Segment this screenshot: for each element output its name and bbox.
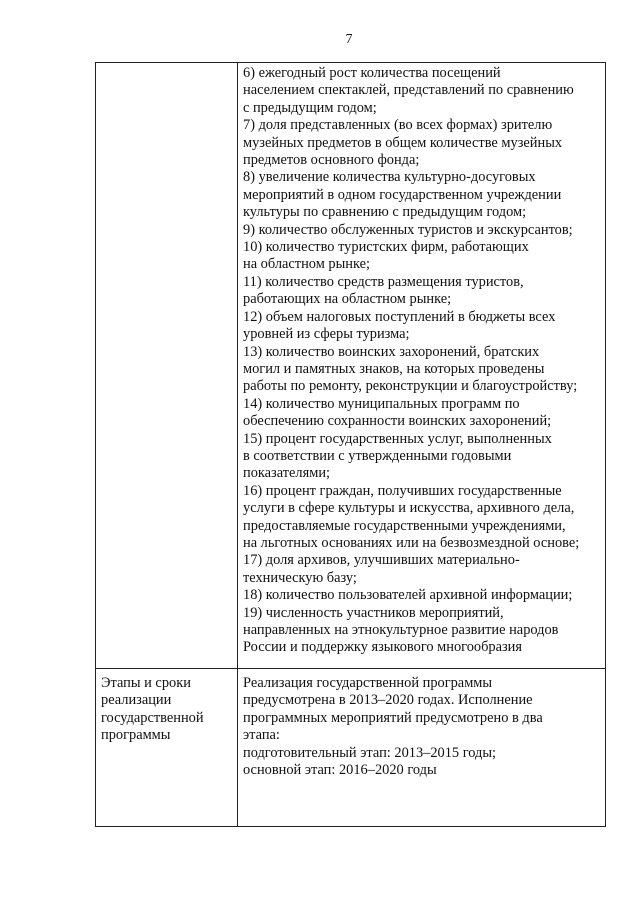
text-line: направленных на этнокультурное развитие народов — [243, 622, 559, 638]
text-line: государственной — [101, 709, 204, 726]
row-content-cell — [238, 669, 606, 827]
text-line: культуры по сравнению с предыдущим годом; — [243, 204, 527, 221]
page-number: 7 — [345, 32, 353, 47]
text-line: подготовительный этап: 2013–2015 годы; — [243, 744, 497, 761]
text-line: показателями; — [243, 465, 331, 482]
text-line: на областном рынке; — [243, 256, 370, 273]
text-line: 19) численность участников мероприятий, — [243, 604, 504, 621]
text-line: реализации — [101, 692, 172, 709]
table-row — [96, 669, 606, 827]
text-line: 6) ежегодный рост количества посещений — [243, 65, 501, 81]
text-line: на льготных основаниях или на безвозмездной основе; — [243, 534, 580, 551]
text-line: в соответствии с утвержденными годовыми — [243, 447, 512, 464]
text-line: населением спектаклей, представлений по сравнению — [243, 82, 574, 99]
text-line: 18) количество пользователей архивной информации; — [243, 587, 573, 604]
text-line: музейных предметов в общем количестве музейных — [243, 134, 563, 151]
text-line: этапа: — [243, 727, 280, 744]
text-line: обеспечению сохранности воинских захоронений; — [243, 413, 552, 430]
text-line: 8) увеличение количества культурно-досуговых — [243, 169, 536, 186]
text-line: программных мероприятий предусмотрено в два — [243, 709, 543, 726]
text-line: могил и памятных знаков, на которых проведены — [243, 360, 545, 377]
text-line: 7) доля представленных (во всех формах) зрителю — [243, 117, 553, 134]
row-label-cell — [96, 63, 238, 669]
text-line: работы по ремонту, реконструкции и благоустройству; — [243, 378, 578, 395]
text-line: 12) объем налоговых поступлений в бюджеты всех — [243, 308, 556, 325]
text-line: 14) количество муниципальных программ по — [243, 395, 520, 412]
text-line: мероприятий в одном государственном учреждении — [243, 186, 562, 203]
text-line: предметов основного фонда; — [243, 152, 420, 169]
program-table — [95, 62, 606, 827]
text-line: 9) количество обслуженных туристов и экскурсантов; — [243, 221, 573, 238]
text-line: 17) доля архивов, улучшивших материально- — [243, 552, 520, 569]
text-line: 11) количество средств размещения туристов, — [243, 273, 524, 290]
text-line: Реализация государственной программы — [243, 675, 493, 691]
text-line: основной этап: 2016–2020 годы — [243, 762, 437, 779]
text-line: с предыдущим годом; — [243, 99, 377, 116]
text-line: 16) процент граждан, получивших государственные — [243, 482, 562, 499]
text-line: уровней из сферы туризма; — [243, 326, 410, 343]
text-line: предоставляемые государственными учреждениями, — [243, 517, 566, 534]
text-line: 15) процент государственных услуг, выполненных — [243, 430, 552, 447]
text-line: 13) количество воинских захоронений, братских — [243, 343, 540, 360]
text-line: программы — [101, 727, 171, 744]
text-line: техническую базу; — [243, 569, 357, 586]
row-label-cell — [96, 669, 238, 827]
text-line: услуги в сфере культуры и искусства, архивного дела, — [243, 500, 575, 517]
row-content-cell — [238, 63, 606, 669]
table-row — [96, 63, 606, 669]
text-line: 10) количество туристских фирм, работающих — [243, 239, 529, 256]
text-line: предусмотрена в 2013–2020 годах. Исполнение — [243, 692, 533, 709]
text-line: работающих на областном рынке; — [243, 291, 452, 308]
text-line: России и поддержку языкового многообразия — [243, 639, 523, 656]
text-line: Этапы и сроки — [101, 675, 191, 691]
